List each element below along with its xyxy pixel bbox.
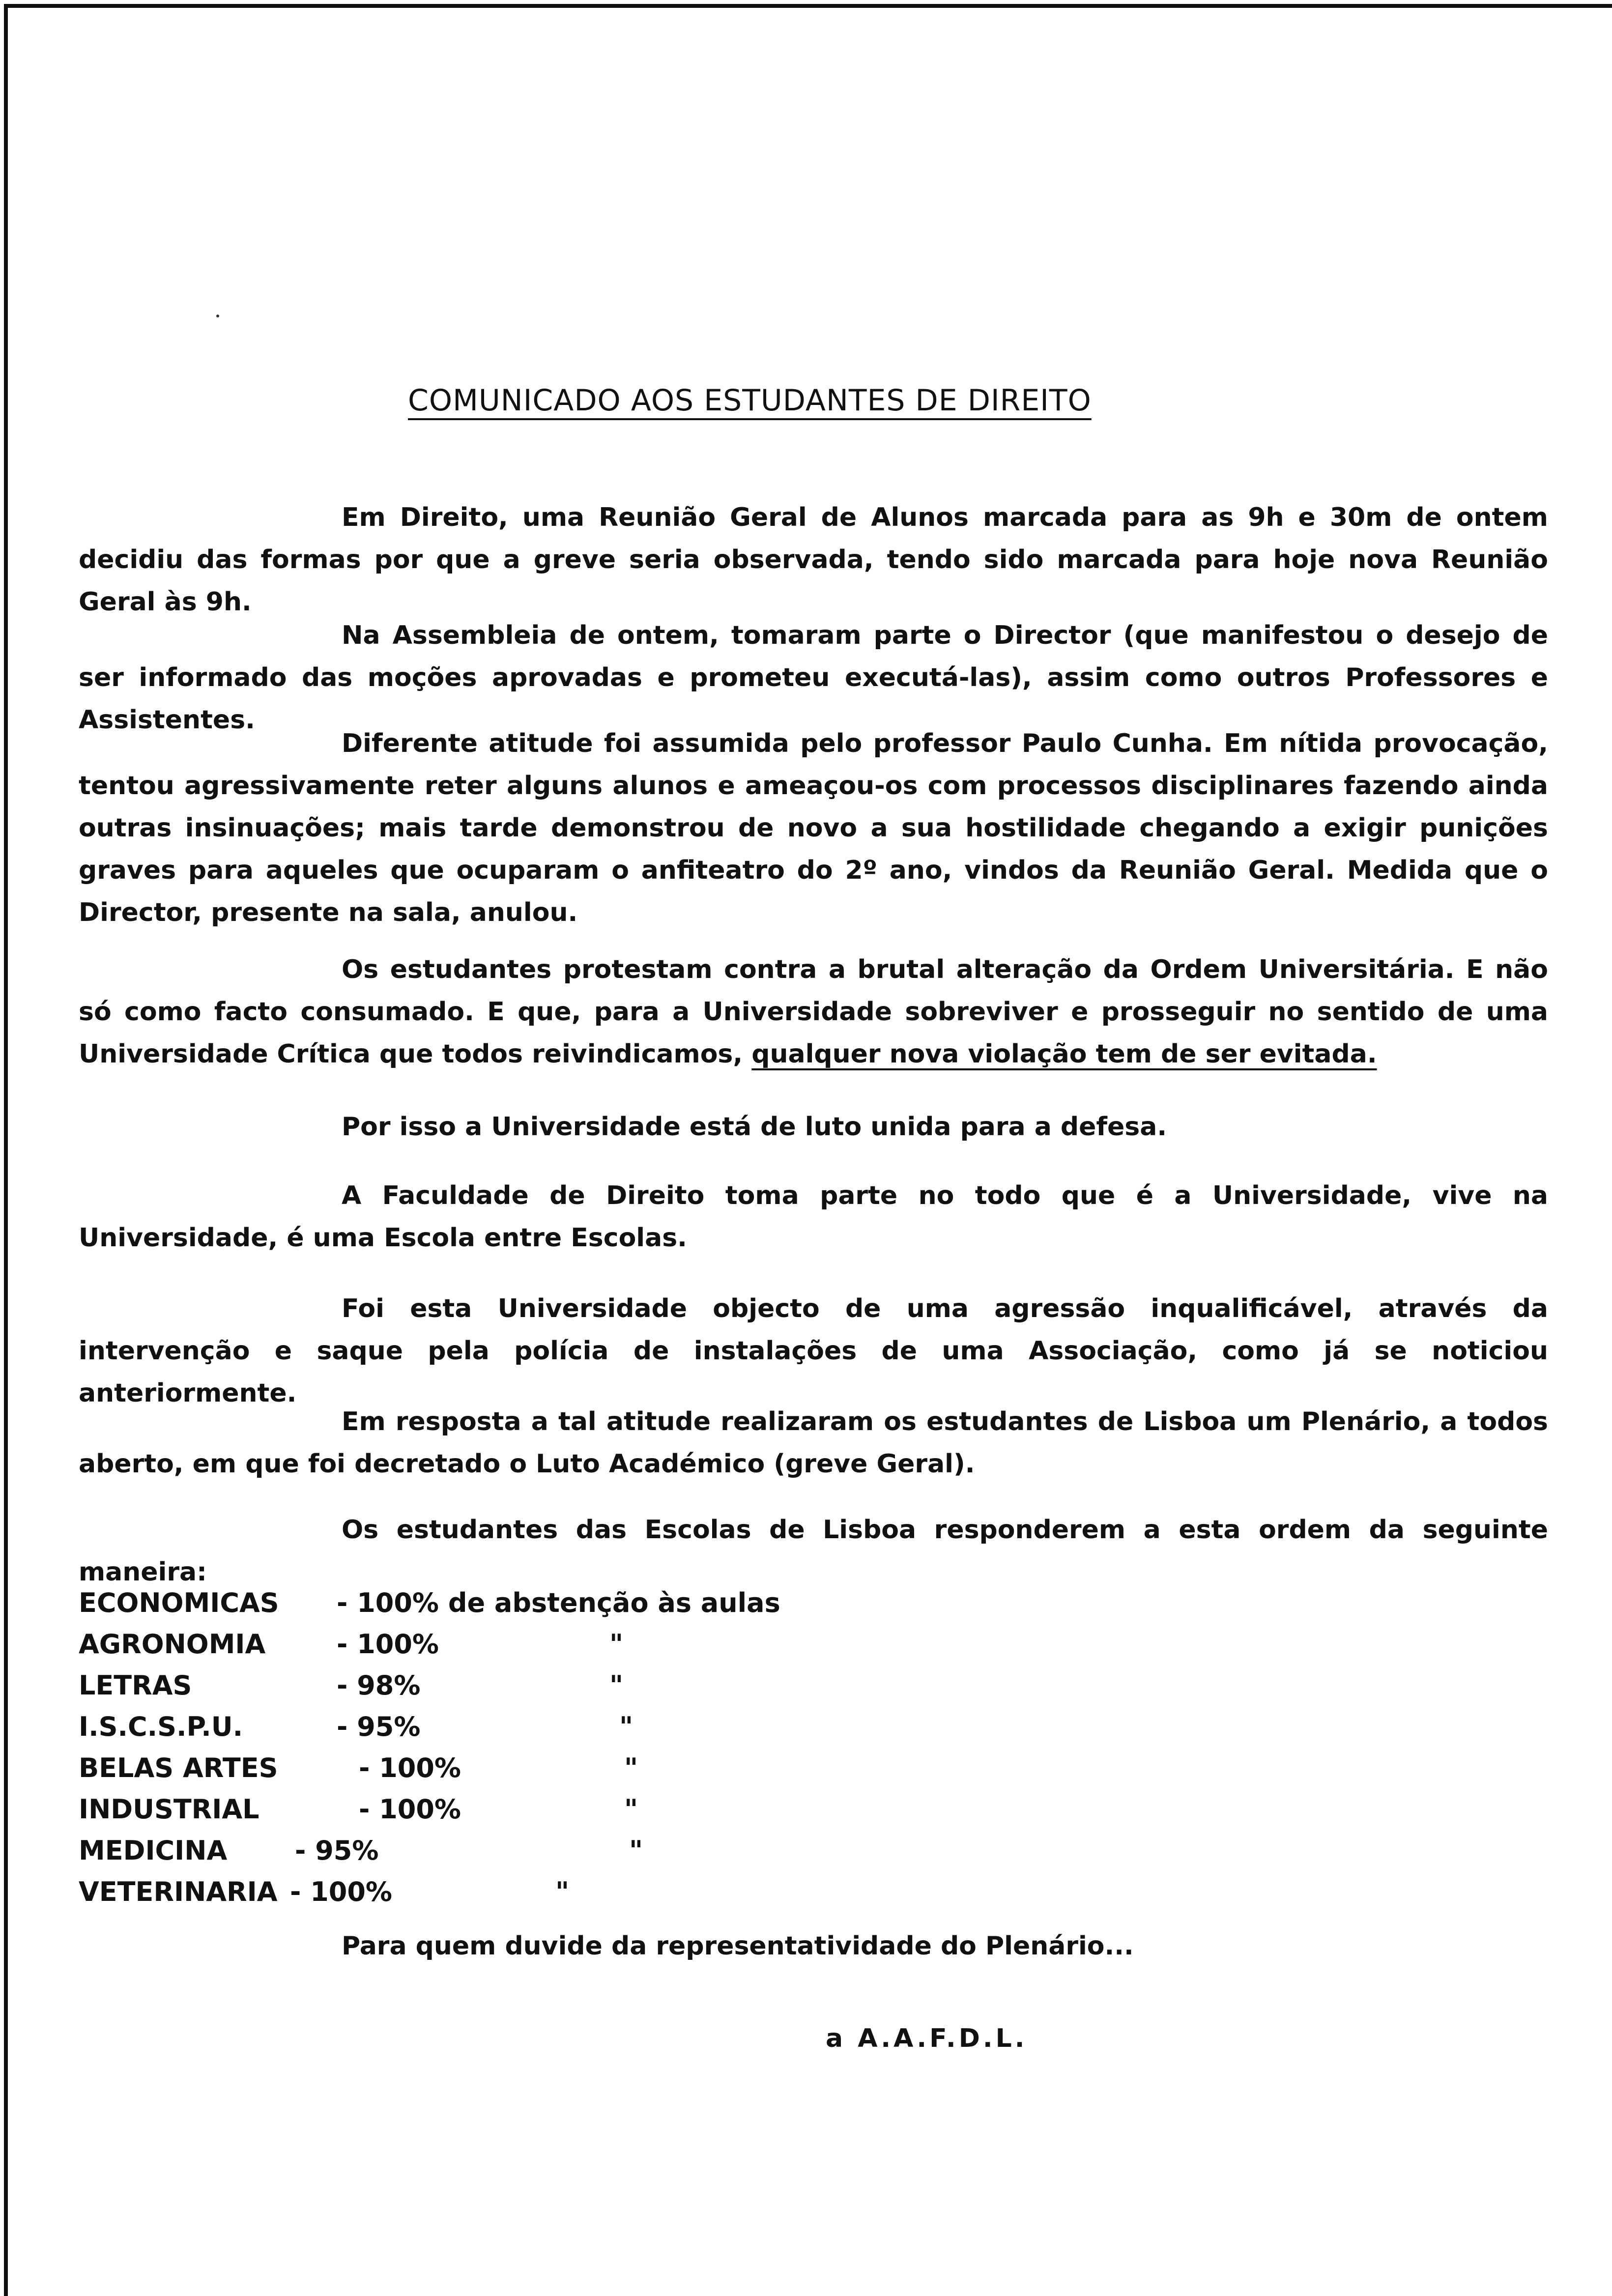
stat-value: - 100% <box>290 1876 393 1907</box>
closing-line: Para quem duvide da representatividade do Plenário... <box>342 1931 1134 1961</box>
ditto-mark: " <box>629 1835 643 1866</box>
stat-row <box>79 1706 767 1748</box>
stat-row <box>79 1748 767 1789</box>
school-name: MEDICINA <box>79 1835 228 1866</box>
stat-value: - 100% <box>359 1752 461 1783</box>
ditto-mark: " <box>624 1752 638 1783</box>
stat-row <box>79 1830 767 1871</box>
school-name: ECONOMICAS <box>79 1587 279 1618</box>
ditto-mark: " <box>609 1670 624 1701</box>
scan-speck <box>216 315 219 317</box>
scan-border-top <box>5 4 1612 8</box>
ditto-mark: " <box>555 1876 570 1907</box>
document-title: COMUNICADO AOS ESTUDANTES DE DIREITO <box>408 383 1092 418</box>
school-name: I.S.C.S.P.U. <box>79 1711 243 1742</box>
school-name: INDUSTRIAL <box>79 1794 259 1825</box>
stat-value: - 98% <box>337 1670 421 1701</box>
strike-stats-list <box>79 1582 780 1913</box>
school-name: AGRONOMIA <box>79 1629 266 1660</box>
ditto-mark: " <box>624 1794 638 1825</box>
stat-value: - 95% <box>295 1835 379 1866</box>
school-name: VETERINARIA <box>79 1876 278 1907</box>
paragraph-5: Por isso a Universidade está de luto unida para a defesa. <box>342 1112 1167 1142</box>
stat-value: - 95% <box>337 1711 421 1742</box>
paragraph-1: Em Direito, uma Reunião Geral de Alunos marcada para as 9h e 30m de ontem decidiu das formas por que a greve seria observada, tendo sido marcada para hoje nova Reunião Geral às 9h. <box>79 503 1548 617</box>
stat-row <box>79 1789 767 1830</box>
paragraph-2: Na Assembleia de ontem, tomaram parte o Director (que manifestou o desejo de ser informado das moções aprovadas e prometeu executá-las), assim como outros Professores e Assistentes. <box>79 621 1548 735</box>
paragraph-4: Os estudantes protestam contra a brutal alteração da Ordem Universitária. E não só como facto consumado. E que, para a Universidade sobreviver e prosseguir no sentido de uma Universidade Crítica que todos reivindicamos, qualquer nova violação tem de ser evitada. <box>79 955 1548 1069</box>
scan-border-left <box>4 4 8 2296</box>
ditto-mark: " <box>609 1629 624 1660</box>
paragraph-6: A Faculdade de Direito toma parte no todo que é a Universidade, vive na Universidade, é uma Escola entre Escolas. <box>79 1181 1548 1253</box>
stat-value: - 100% <box>337 1629 439 1660</box>
stat-row <box>79 1665 767 1706</box>
stat-value: - 100% de abstenção às aulas <box>337 1587 780 1618</box>
underlined-phrase: qualquer nova violação tem de ser evitada. <box>751 1039 1377 1069</box>
stat-row <box>79 1582 780 1624</box>
stat-row <box>79 1624 767 1665</box>
paragraph-7: Foi esta Universidade objecto de uma agressão inqualificável, através da intervenção e saque pela polícia de instalações de uma Associação, como já se noticiou anteriormente. <box>79 1294 1548 1408</box>
paragraph-9: Os estudantes das Escolas de Lisboa responderem a esta ordem da seguinte maneira: <box>79 1515 1548 1587</box>
school-name: LETRAS <box>79 1670 192 1701</box>
stat-row <box>79 1871 767 1913</box>
paragraph-3: Diferente atitude foi assumida pelo professor Paulo Cunha. Em nítida provocação, tentou agressivamente reter alguns alunos e ameaçou-os com processos disciplinares fazendo ainda outras insinuações; mais tarde demonstrou de novo a sua hostilidade chegando a exigir punições graves para aqueles que ocuparam o anfiteatro do 2º ano, vindos da Reunião Geral. Medida que o Director, presente na sala, anulou. <box>79 729 1548 927</box>
school-name: BELAS ARTES <box>79 1752 278 1783</box>
ditto-mark: " <box>619 1711 633 1742</box>
paragraph-8: Em resposta a tal atitude realizaram os estudantes de Lisboa um Plenário, a todos aberto, em que foi decretado o Luto Académico (greve Geral). <box>79 1407 1548 1479</box>
signature: a A.A.F.D.L. <box>826 2024 1028 2053</box>
stat-value: - 100% <box>359 1794 461 1825</box>
